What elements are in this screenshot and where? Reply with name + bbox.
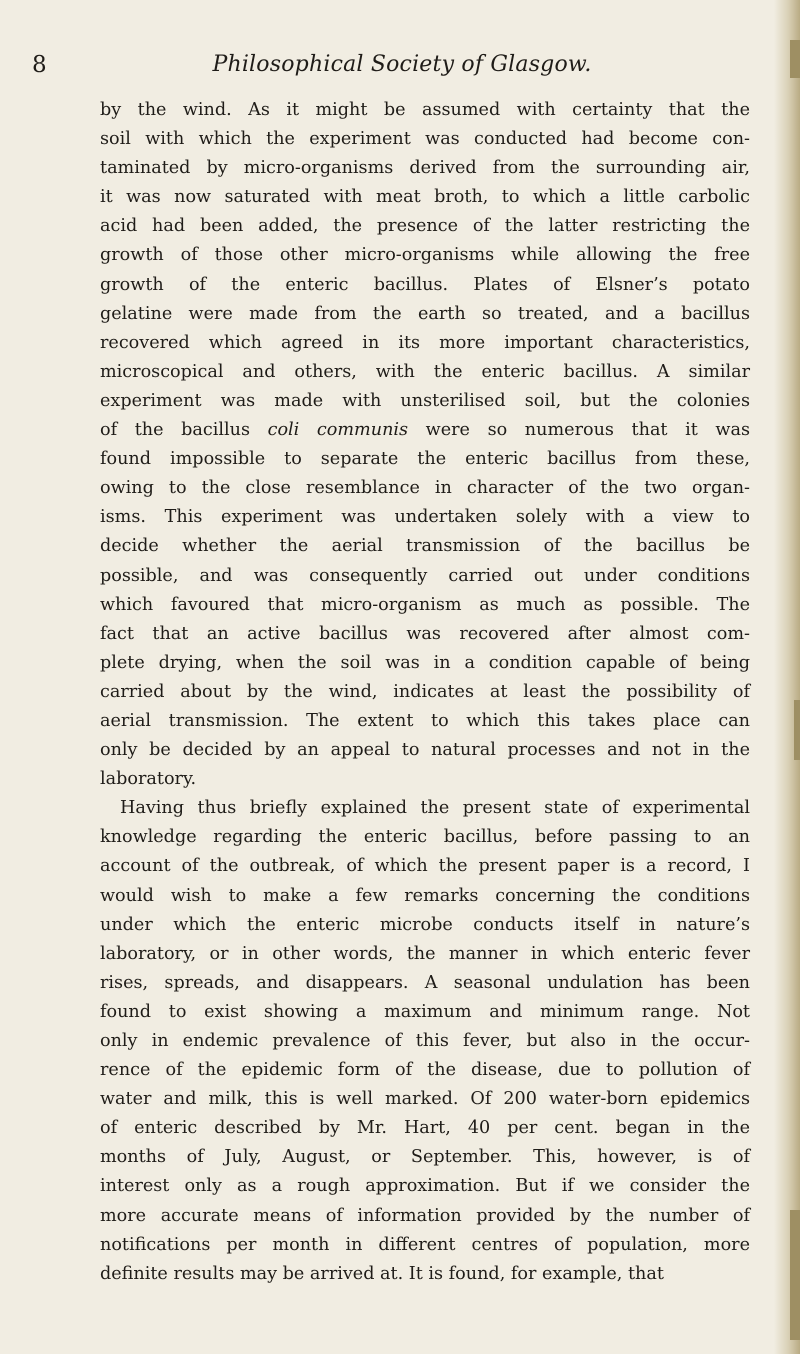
text-line: owing to the close resemblance in character of the two organ- (100, 478, 750, 499)
text-line: soil with which the experiment was conducted had become con- (100, 129, 750, 150)
text-line: isms. This experiment was undertaken solely with a view to (100, 507, 750, 528)
text-line: fact that an active bacillus was recovered after almost com- (100, 623, 750, 644)
text-line: acid had been added, the presence of the latter restricting the (100, 216, 750, 237)
text-line: more accurate means of information provided by the number of (100, 1205, 750, 1226)
text-line: growth of those other micro-organisms while allowing the free (100, 245, 750, 266)
text-line: aerial transmission. The extent to which this takes place can (100, 710, 750, 731)
text-line: found to exist showing a maximum and minimum range. Not (100, 1001, 750, 1022)
text-line: interest only as a rough approximation. But if we consider the (100, 1176, 750, 1197)
page-edge-mark (790, 40, 800, 78)
text-line: by the wind. As it might be assumed with certainty that the (100, 100, 750, 120)
text-line: months of July, August, or September. This, however, is of (100, 1147, 750, 1168)
text-line: it was now saturated with meat broth, to which a little carbolic (100, 187, 750, 208)
text-line: rence of the epidemic form of the disease, due to pollution of (100, 1060, 750, 1081)
text-line: decide whether the aerial transmission of the bacillus be (100, 536, 750, 557)
species-name: coli communis (267, 420, 409, 441)
page-edge-mark (794, 700, 800, 760)
text-line: Having thus briefly explained the present state of experimental (120, 798, 750, 819)
text-line: which favoured that micro-organism as much as possible. The (100, 594, 750, 615)
text-line: experiment was made with unsterilised soil, but the colonies (100, 390, 750, 411)
text-line: growth of the enteric bacillus. Plates of Elsner’s potato (100, 274, 750, 295)
body-text (100, 96, 750, 1289)
page-edge-mark (790, 1210, 800, 1340)
text-line: only in endemic prevalence of this fever, but also in the occur- (100, 1031, 750, 1051)
text-line: only be decided by an appeal to natural processes and not in the (100, 740, 750, 761)
running-title: Philosophical Society of Glasgow. (212, 52, 592, 77)
text-line: of the bacillus coli communis were so numerous that it was (100, 420, 751, 441)
text-line: taminated by micro-organisms derived from the surrounding air, (100, 158, 750, 179)
text-line: laboratory, or in other words, the manner in which enteric fever (100, 943, 750, 964)
text-line: carried about by the wind, indicates at least the possibility of (100, 681, 750, 702)
text-line: possible, and was consequently carried out under conditions (100, 565, 750, 586)
text-line: would wish to make a few remarks concerning the conditions (100, 885, 750, 906)
text-line: account of the outbreak, of which the present paper is a record, I (100, 856, 750, 877)
paragraph (100, 96, 750, 794)
text-line: of enteric described by Mr. Hart, 40 per cent. began in the (100, 1118, 750, 1139)
page-header (32, 52, 772, 82)
paragraph (100, 794, 750, 1289)
page-edge-shadow (774, 0, 800, 1354)
text-line: under which the enteric microbe conducts itself in nature’s (100, 914, 750, 935)
text-line: plete drying, when the soil was in a condition capable of being (100, 652, 750, 673)
text-line: recovered which agreed in its more important characteristics, (100, 332, 750, 353)
text-line: microscopical and others, with the enteric bacillus. A similar (100, 361, 750, 382)
text-line: rises, spreads, and disappears. A seasonal undulation has been (100, 972, 750, 993)
text-line: water and milk, this is well marked. Of 200 water-born epidemics (100, 1089, 750, 1110)
text-line: gelatine were made from the earth so treated, and a bacillus (100, 303, 750, 324)
text-line: notifications per month in different centres of population, more (100, 1234, 750, 1255)
text-line: laboratory. (100, 769, 197, 790)
page-number: 8 (32, 52, 47, 78)
text-line: found impossible to separate the enteric bacillus from these, (100, 449, 750, 470)
text-line: definite results may be arrived at. It is found, for example, that (100, 1263, 664, 1284)
text-line: knowledge regarding the enteric bacillus, before passing to an (100, 827, 750, 848)
